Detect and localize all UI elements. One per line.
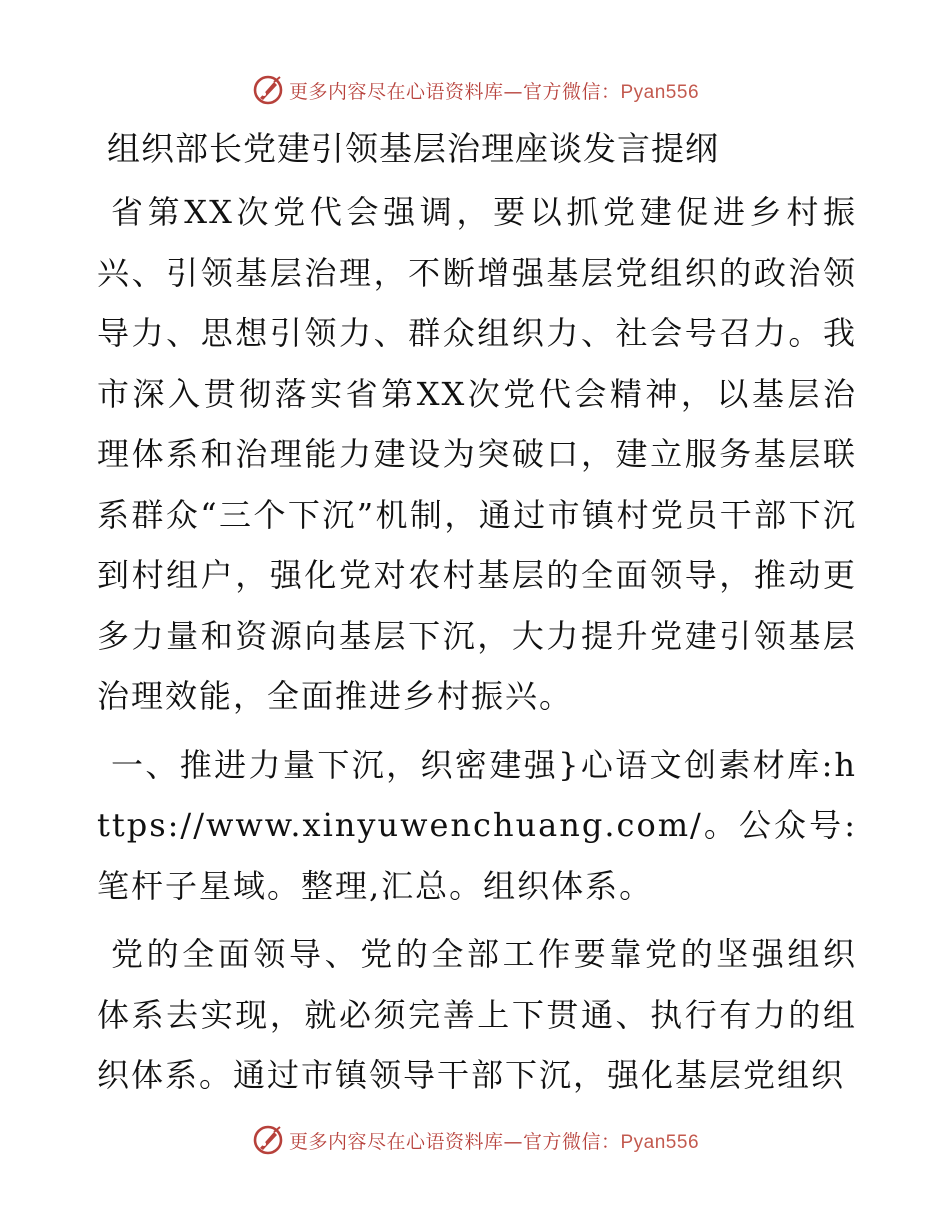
banner-wechat-id: Pyan556 <box>620 1131 700 1153</box>
banner-dash: — <box>503 80 523 103</box>
quill-logo-icon <box>251 73 285 107</box>
paragraph-intro: 省第XX次党代会强调，要以抓党建促进乡村振兴、引领基层治理，不断增强基层党组织的政治领导力、思想引领力、群众组织力、社会号召力。我市深入贯彻落实省第XX次党代会精神，以基层治理体系和治理能力建设为突破口，建立服务基层联系群众“三个下沉”机制，通过市镇村党员干部下沉到村组户，强化党对农村基层的全面领导，推动更多力量和资源向基层下沉，大力提升党建引领基层治理效能，全面推进乡村振兴。 <box>97 193 857 715</box>
banner-text <box>289 77 699 104</box>
banner-slogan: 更多内容尽在心语资料库 <box>288 80 504 103</box>
document-title: 组织部长党建引领基层治理座谈发言提纲 <box>107 129 719 168</box>
banner-wechat-id: Pyan556 <box>620 81 700 103</box>
header-watermark-banner <box>0 70 950 110</box>
paragraph-section-one-heading: 一、推进力量下沉，织密建强}心语文创素材库:https://www.xinyuwenchuang.com/。公众号: 笔杆子星域。整理,汇总。组织体系。 <box>97 745 857 905</box>
banner-wechat-label: 官方微信： <box>522 1130 621 1153</box>
banner-slogan: 更多内容尽在心语资料库 <box>288 1130 504 1153</box>
quill-logo-icon <box>251 1123 285 1157</box>
footer-watermark-banner <box>0 1120 950 1160</box>
paragraph-section-one-body: 党的全面领导、党的全部工作要靠党的坚强组织体系去实现，就必须完善上下贯通、执行有力的组织体系。通过市镇领导干部下沉，强化基层党组织 <box>97 935 857 1094</box>
document-body <box>97 120 857 1114</box>
banner-text <box>289 1127 699 1154</box>
banner-dash: — <box>503 1130 523 1153</box>
banner-wechat-label: 官方微信： <box>522 80 621 103</box>
